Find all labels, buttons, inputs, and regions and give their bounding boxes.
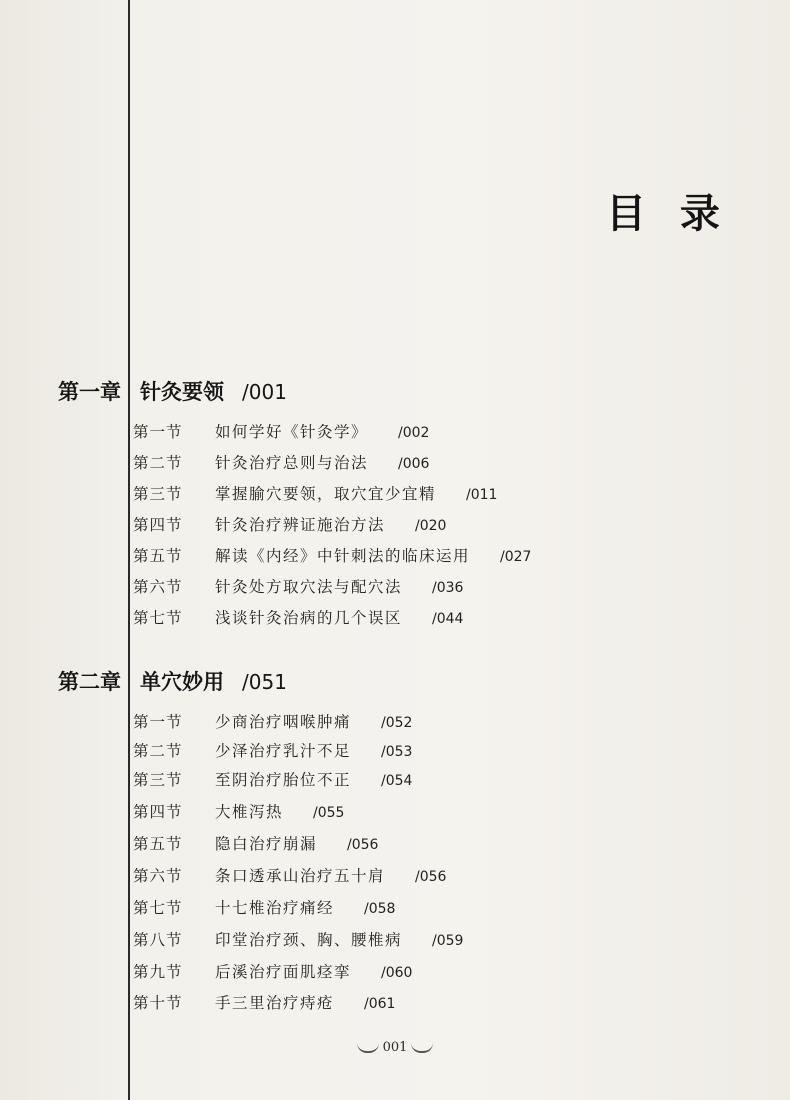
- section-page: /056: [347, 837, 379, 853]
- section-page: /052: [381, 715, 413, 731]
- section-page: /053: [381, 744, 413, 760]
- toc-entry[interactable]: [133, 420, 429, 442]
- section-page: /002: [398, 425, 430, 441]
- section-number: 第一节: [133, 423, 183, 441]
- section-page: /056: [415, 869, 447, 885]
- section-number: 第五节: [133, 547, 183, 565]
- section-number: 第七节: [133, 899, 183, 917]
- section-title: 少泽治疗乳汁不足: [215, 742, 352, 760]
- chapter-heading: [58, 666, 287, 696]
- chapter-name: 单穴妙用: [140, 670, 224, 694]
- section-number: 第一节: [133, 713, 183, 731]
- toc-entry[interactable]: [133, 896, 395, 918]
- section-title: 大椎泻热: [215, 803, 284, 821]
- section-title: 掌握腧穴要领，取穴宜少宜精: [215, 485, 437, 503]
- chapter-page: /001: [242, 380, 287, 404]
- section-number: 第九节: [133, 963, 183, 981]
- section-title: 如何学好《针灸学》: [215, 423, 369, 441]
- section-title: 浅谈针灸治病的几个误区: [215, 609, 403, 627]
- section-number: 第八节: [133, 931, 183, 949]
- section-title: 至阴治疗胎位不正: [215, 771, 352, 789]
- section-number: 第三节: [133, 771, 183, 789]
- section-number: 第三节: [133, 485, 183, 503]
- ornament-right: [411, 1043, 433, 1053]
- section-title: 解读《内经》中针刺法的临床运用: [215, 547, 471, 565]
- section-number: 第七节: [133, 609, 183, 627]
- toc-entry[interactable]: [133, 991, 395, 1013]
- section-page: /054: [381, 773, 413, 789]
- section-number: 第六节: [133, 867, 183, 885]
- section-page: /027: [500, 549, 532, 565]
- section-number: 第五节: [133, 835, 183, 853]
- margin-rule: [128, 0, 130, 1100]
- toc-entry[interactable]: [133, 739, 412, 761]
- chapter-page: /051: [242, 670, 287, 694]
- chapter-name: 针灸要领: [140, 380, 224, 404]
- toc-entry[interactable]: [133, 513, 446, 535]
- section-title: 针灸处方取穴法与配穴法: [215, 578, 403, 596]
- toc-entry[interactable]: [133, 482, 497, 504]
- section-title: 十七椎治疗痛经: [215, 899, 335, 917]
- toc-entry[interactable]: [133, 864, 446, 886]
- section-page: /011: [466, 487, 498, 503]
- toc-entry[interactable]: [133, 544, 531, 566]
- toc-entry[interactable]: [133, 960, 412, 982]
- section-number: 第二节: [133, 742, 183, 760]
- section-number: 第二节: [133, 454, 183, 472]
- section-page: /055: [313, 805, 345, 821]
- toc-entry[interactable]: [133, 832, 378, 854]
- folio-number: 001: [382, 1040, 408, 1055]
- toc-entry[interactable]: [133, 768, 412, 790]
- section-title: 针灸治疗总则与治法: [215, 454, 369, 472]
- toc-entry[interactable]: [133, 710, 412, 732]
- section-page: /036: [432, 580, 464, 596]
- toc-entry[interactable]: [133, 575, 463, 597]
- section-title: 少商治疗咽喉肿痛: [215, 713, 352, 731]
- section-title: 隐白治疗崩漏: [215, 835, 318, 853]
- section-page: /058: [364, 901, 396, 917]
- section-number: 第六节: [133, 578, 183, 596]
- toc-entry[interactable]: [133, 606, 463, 628]
- toc-entry[interactable]: [133, 451, 429, 473]
- section-page: /020: [415, 518, 447, 534]
- section-title: 针灸治疗辨证施治方法: [215, 516, 386, 534]
- section-page: /059: [432, 933, 464, 949]
- toc-entry[interactable]: [133, 800, 344, 822]
- section-title: 印堂治疗颈、胸、腰椎病: [215, 931, 403, 949]
- section-number: 第四节: [133, 803, 183, 821]
- section-page: /060: [381, 965, 413, 981]
- chapter-label: 第二章: [58, 670, 121, 694]
- section-page: /006: [398, 456, 430, 472]
- toc-entry[interactable]: [133, 928, 463, 950]
- section-page: /061: [364, 996, 396, 1012]
- page-number: [0, 1040, 790, 1055]
- section-number: 第十节: [133, 994, 183, 1012]
- section-number: 第四节: [133, 516, 183, 534]
- section-title: 后溪治疗面肌痉挛: [215, 963, 352, 981]
- chapter-label: 第一章: [58, 380, 121, 404]
- section-title: 手三里治疗痔疮: [215, 994, 335, 1012]
- section-page: /044: [432, 611, 464, 627]
- chapter-heading: [58, 376, 287, 406]
- page-title: 目 录: [606, 191, 730, 237]
- section-title: 条口透承山治疗五十肩: [215, 867, 386, 885]
- ornament-left: [357, 1043, 379, 1053]
